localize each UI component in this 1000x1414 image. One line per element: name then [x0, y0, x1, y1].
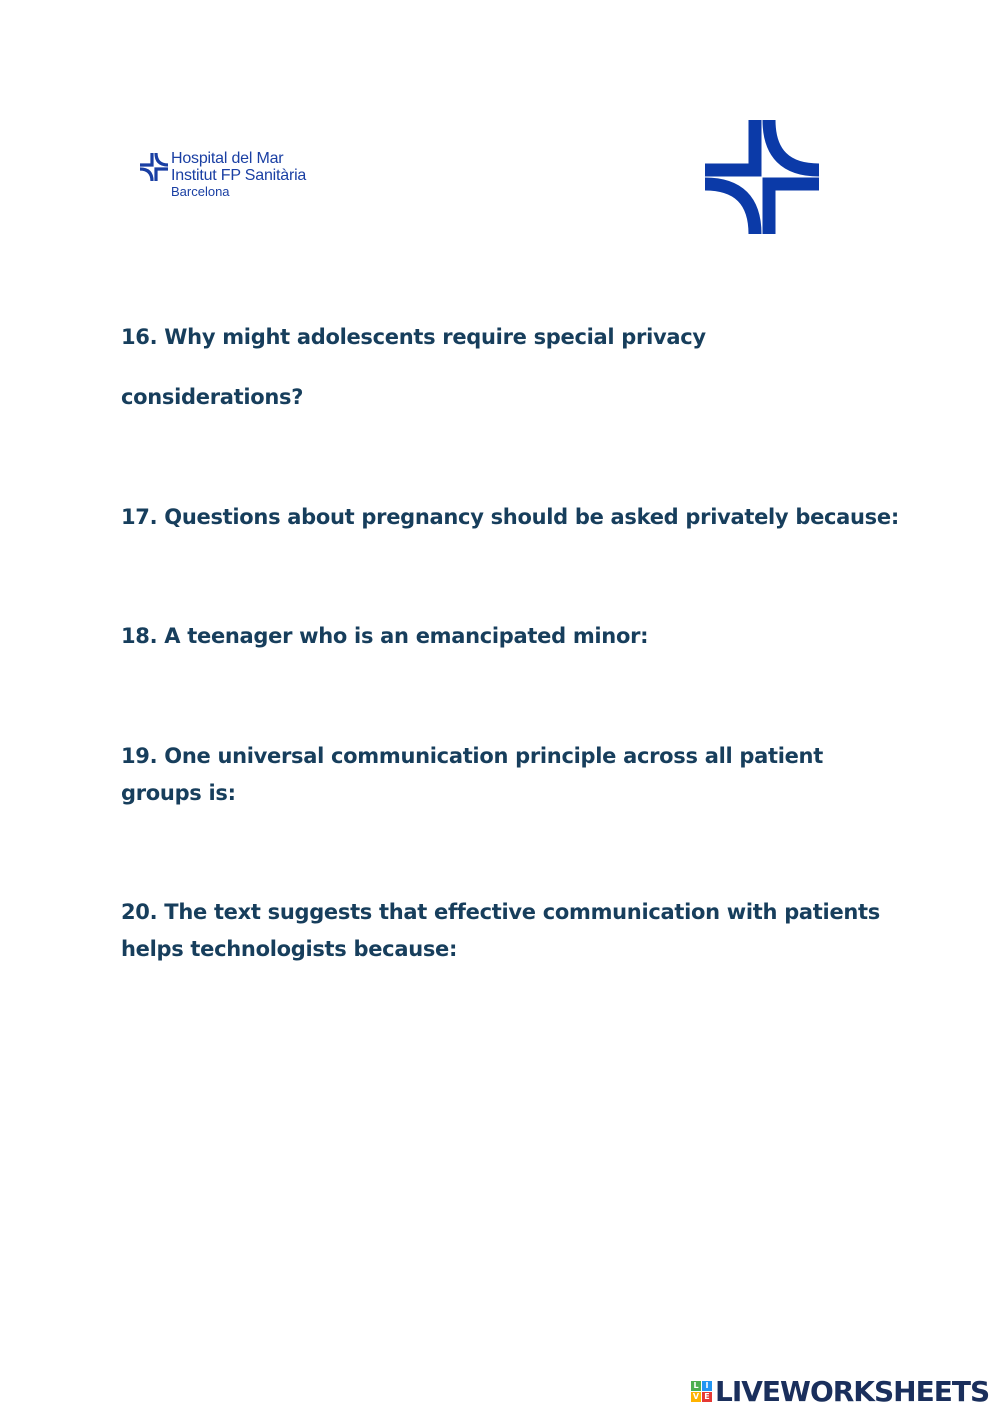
logo-text [171, 150, 306, 199]
hospital-del-mar-logo [139, 150, 306, 199]
live-badge-icon [691, 1381, 712, 1402]
question-17: 17. Questions about pregnancy should be asked privately because: [121, 505, 899, 529]
hospital-cross-icon [139, 152, 169, 182]
badge-letter: L [691, 1381, 701, 1391]
question-16-line-2: considerations? [121, 385, 304, 409]
brand-text: LIVEWORKSHEETS [715, 1375, 990, 1408]
logo-line-1: Hospital del Mar [171, 150, 284, 167]
question-16-line-1: 16. Why might adolescents require special privacy [121, 325, 706, 349]
question-20: 20. The text suggests that effective communication with patients helps technologists because: [121, 900, 880, 961]
badge-letter: I [702, 1381, 712, 1391]
question-19: 19. One universal communication principle across all patient groups is: [121, 744, 823, 805]
badge-letter: E [702, 1392, 712, 1402]
question-18: 18. A teenager who is an emancipated minor: [121, 624, 649, 648]
hospital-cross-large-icon [705, 120, 819, 234]
liveworksheets-brand [691, 1375, 989, 1408]
badge-letter: V [692, 1392, 700, 1401]
logo-line-3: Barcelona [171, 184, 230, 199]
logo-line-2: Institut FP Sanitària [171, 167, 307, 184]
